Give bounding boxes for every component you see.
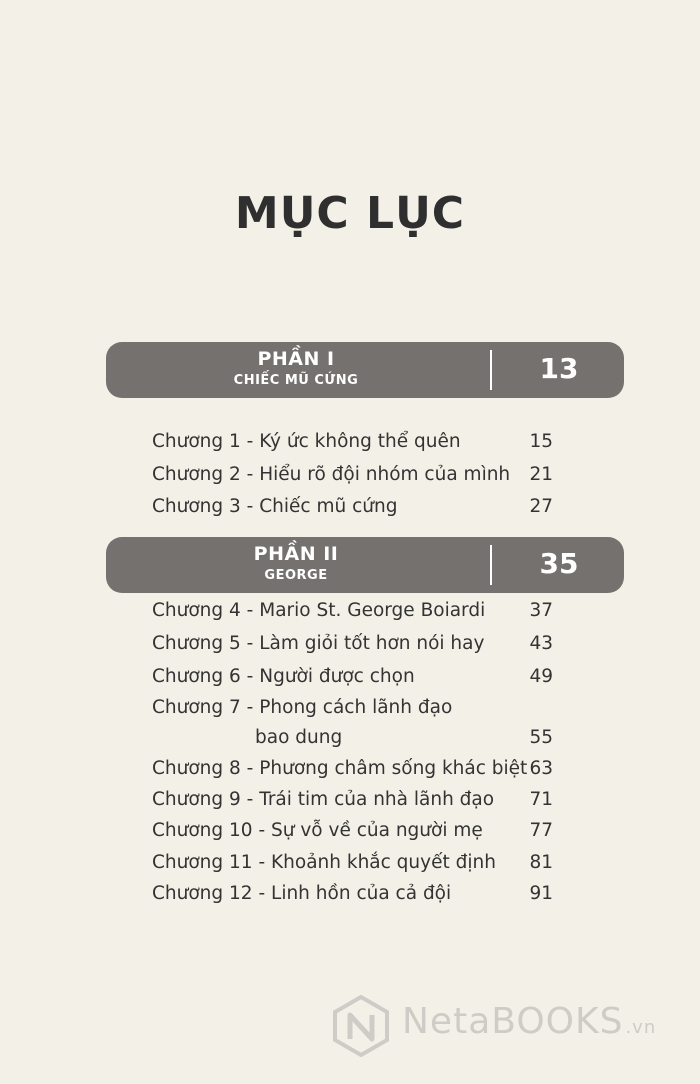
chapter-label: Chương 5 - Làm giỏi tốt hơn nói hay: [152, 633, 485, 654]
chapter-label: Chương 3 - Chiếc mũ cứng: [152, 496, 398, 517]
chapter-page: 49: [529, 666, 553, 687]
part-name: PHẦN I: [257, 348, 335, 370]
chapter-row: [152, 697, 562, 757]
chapter-page: 55: [529, 727, 553, 748]
chapter-label-continuation: bao dung: [255, 727, 343, 748]
part-name: PHẦN II: [253, 543, 339, 565]
chapter-label: Chương 4 - Mario St. George Boiardi: [152, 600, 486, 621]
part-subtitle: GEORGE: [264, 568, 328, 583]
chapter-page: 37: [529, 600, 553, 621]
page-title: MỤC LỤC: [234, 188, 466, 239]
chapter-page: 81: [529, 852, 553, 873]
netabooks-logo-icon: [330, 995, 392, 1057]
chapter-label: Chương 11 - Khoảnh khắc quyết định: [152, 852, 496, 873]
part-page-number: 13: [539, 352, 579, 385]
chapter-label: Chương 12 - Linh hồn của cả đội: [152, 883, 452, 904]
chapter-page: 77: [529, 820, 553, 841]
chapter-label: Chương 1 - Ký ức không thể quên: [152, 431, 461, 452]
chapter-label: Chương 9 - Trái tim của nhà lãnh đạo: [152, 789, 495, 810]
chapter-page: 43: [529, 633, 553, 654]
chapter-label: Chương 2 - Hiểu rõ đội nhóm của mình: [152, 464, 511, 485]
chapter-page: 71: [529, 789, 553, 810]
netabooks-watermark: [330, 995, 690, 1059]
chapter-label: Chương 8 - Phương châm sống khác biệt: [152, 758, 528, 779]
chapter-page: 27: [529, 496, 553, 517]
watermark-brand-name: NetaBOOKS: [402, 1001, 624, 1042]
chapter-page: 15: [529, 431, 553, 452]
watermark-brand: [402, 1001, 656, 1042]
chapter-page: 91: [529, 883, 553, 904]
chapter-page: 21: [529, 464, 553, 485]
part-divider: [490, 350, 492, 390]
chapter-page: 63: [529, 758, 553, 779]
part-banner-1: [106, 342, 624, 398]
chapter-label: Chương 10 - Sự vỗ về của người mẹ: [152, 820, 483, 841]
part-banner-2: [106, 537, 624, 593]
part-divider: [490, 545, 492, 585]
part-subtitle: CHIẾC MŨ CỨNG: [233, 373, 359, 388]
chapter-label: Chương 6 - Người được chọn: [152, 666, 415, 687]
chapter-label: Chương 7 - Phong cách lãnh đạo: [152, 697, 453, 718]
part-page-number: 35: [539, 547, 579, 580]
watermark-suffix: .vn: [625, 1017, 657, 1038]
